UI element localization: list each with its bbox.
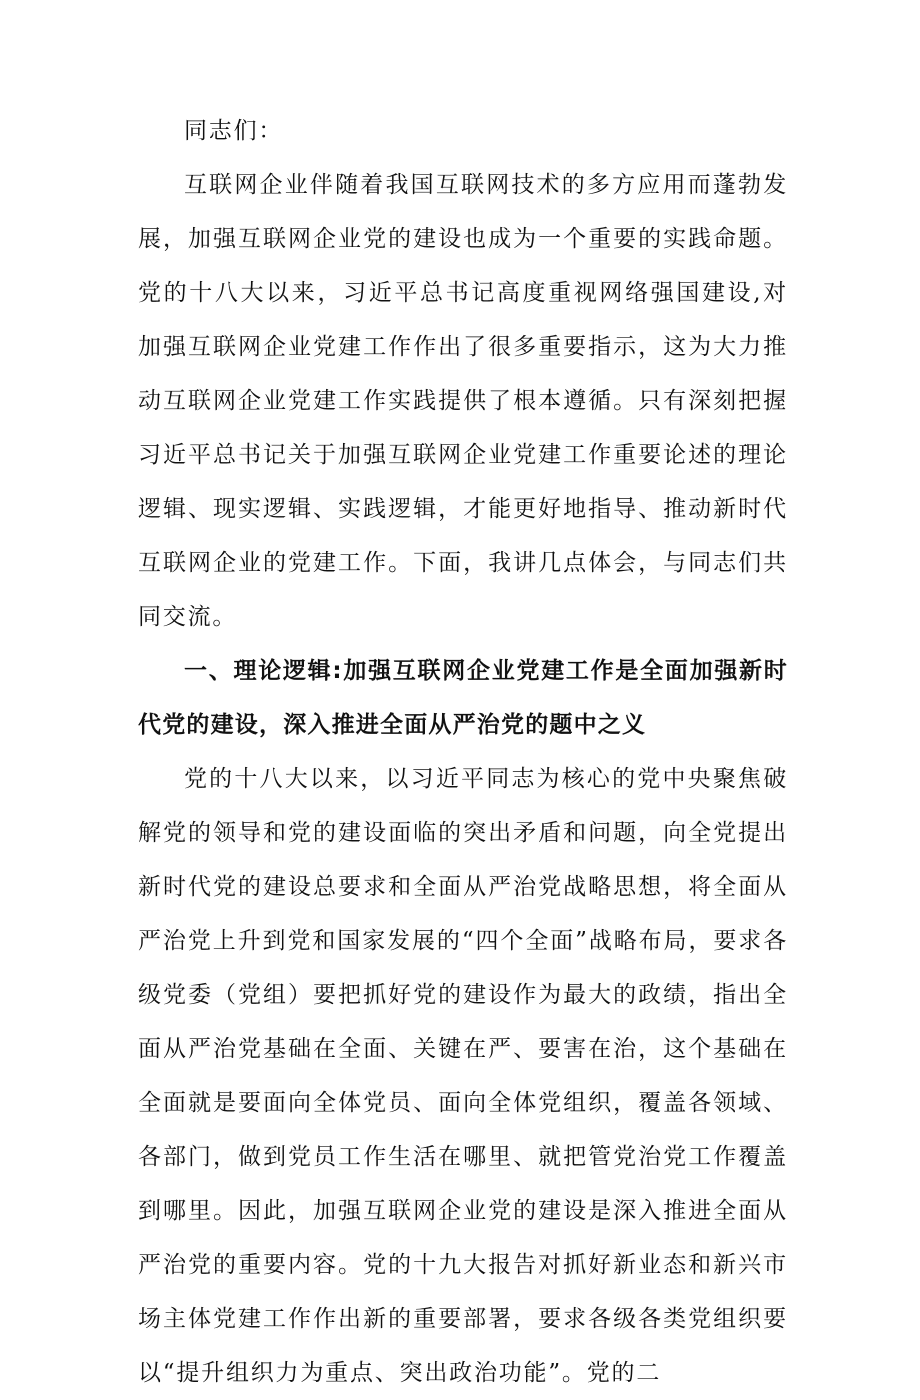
salutation: 同志们： (184, 118, 284, 144)
intro-paragraph: 互联网企业伴随着我国互联网技术的多方应用而蓬勃发展，加强互联网企业党的建设也成为一个重要的实践命题。党的十八大以来，习近平总书记高度重视网络强国建设,对加强互联网企业党建工作作出了很多重要指示，这为大力推动互联网企业党建工作实践提供了根本遵循。只有深刻把握习近平总书记关于加强互联网企业党建工作重要论述的理论逻辑、现实逻辑、实践逻辑，才能更好地指导、推动新时代互联网企业的党建工作。下面，我讲几点体会，与同志们共同交流。 (138, 172, 788, 630)
section-paragraph: 党的十八大以来，以习近平同志为核心的党中央聚焦破解党的领导和党的建设面临的突出矛盾和问题，向全党提出新时代党的建设总要求和全面从严治党战略思想，将全面从严治党上升到党和国家发展的“四个全面”战略布局，要求各级党委（党组）要把抓好党的建设作为最大的政绩，指出全面从严治党基础在全面、关键在严、要害在治，这个基础在全面就是要面向全体党员、面向全体党组织，覆盖各领域、各部门，做到党员工作生活在哪里、就把管党治党工作覆盖到哪里。因此，加强互联网企业党的建设是深入推进全面从严治党的重要内容。党的十九大报告对抓好新业态和新兴市场主体党建工作作出新的重要部署，要求各级各类党组织要以“提升组织力为重点、突出政治功能”。党的二 (138, 766, 788, 1386)
section-heading: 一、理论逻辑:加强互联网企业党建工作是全面加强新时代党的建设，深入推进全面从严治党的题中之义 (138, 658, 788, 738)
document-body (138, 104, 788, 1400)
